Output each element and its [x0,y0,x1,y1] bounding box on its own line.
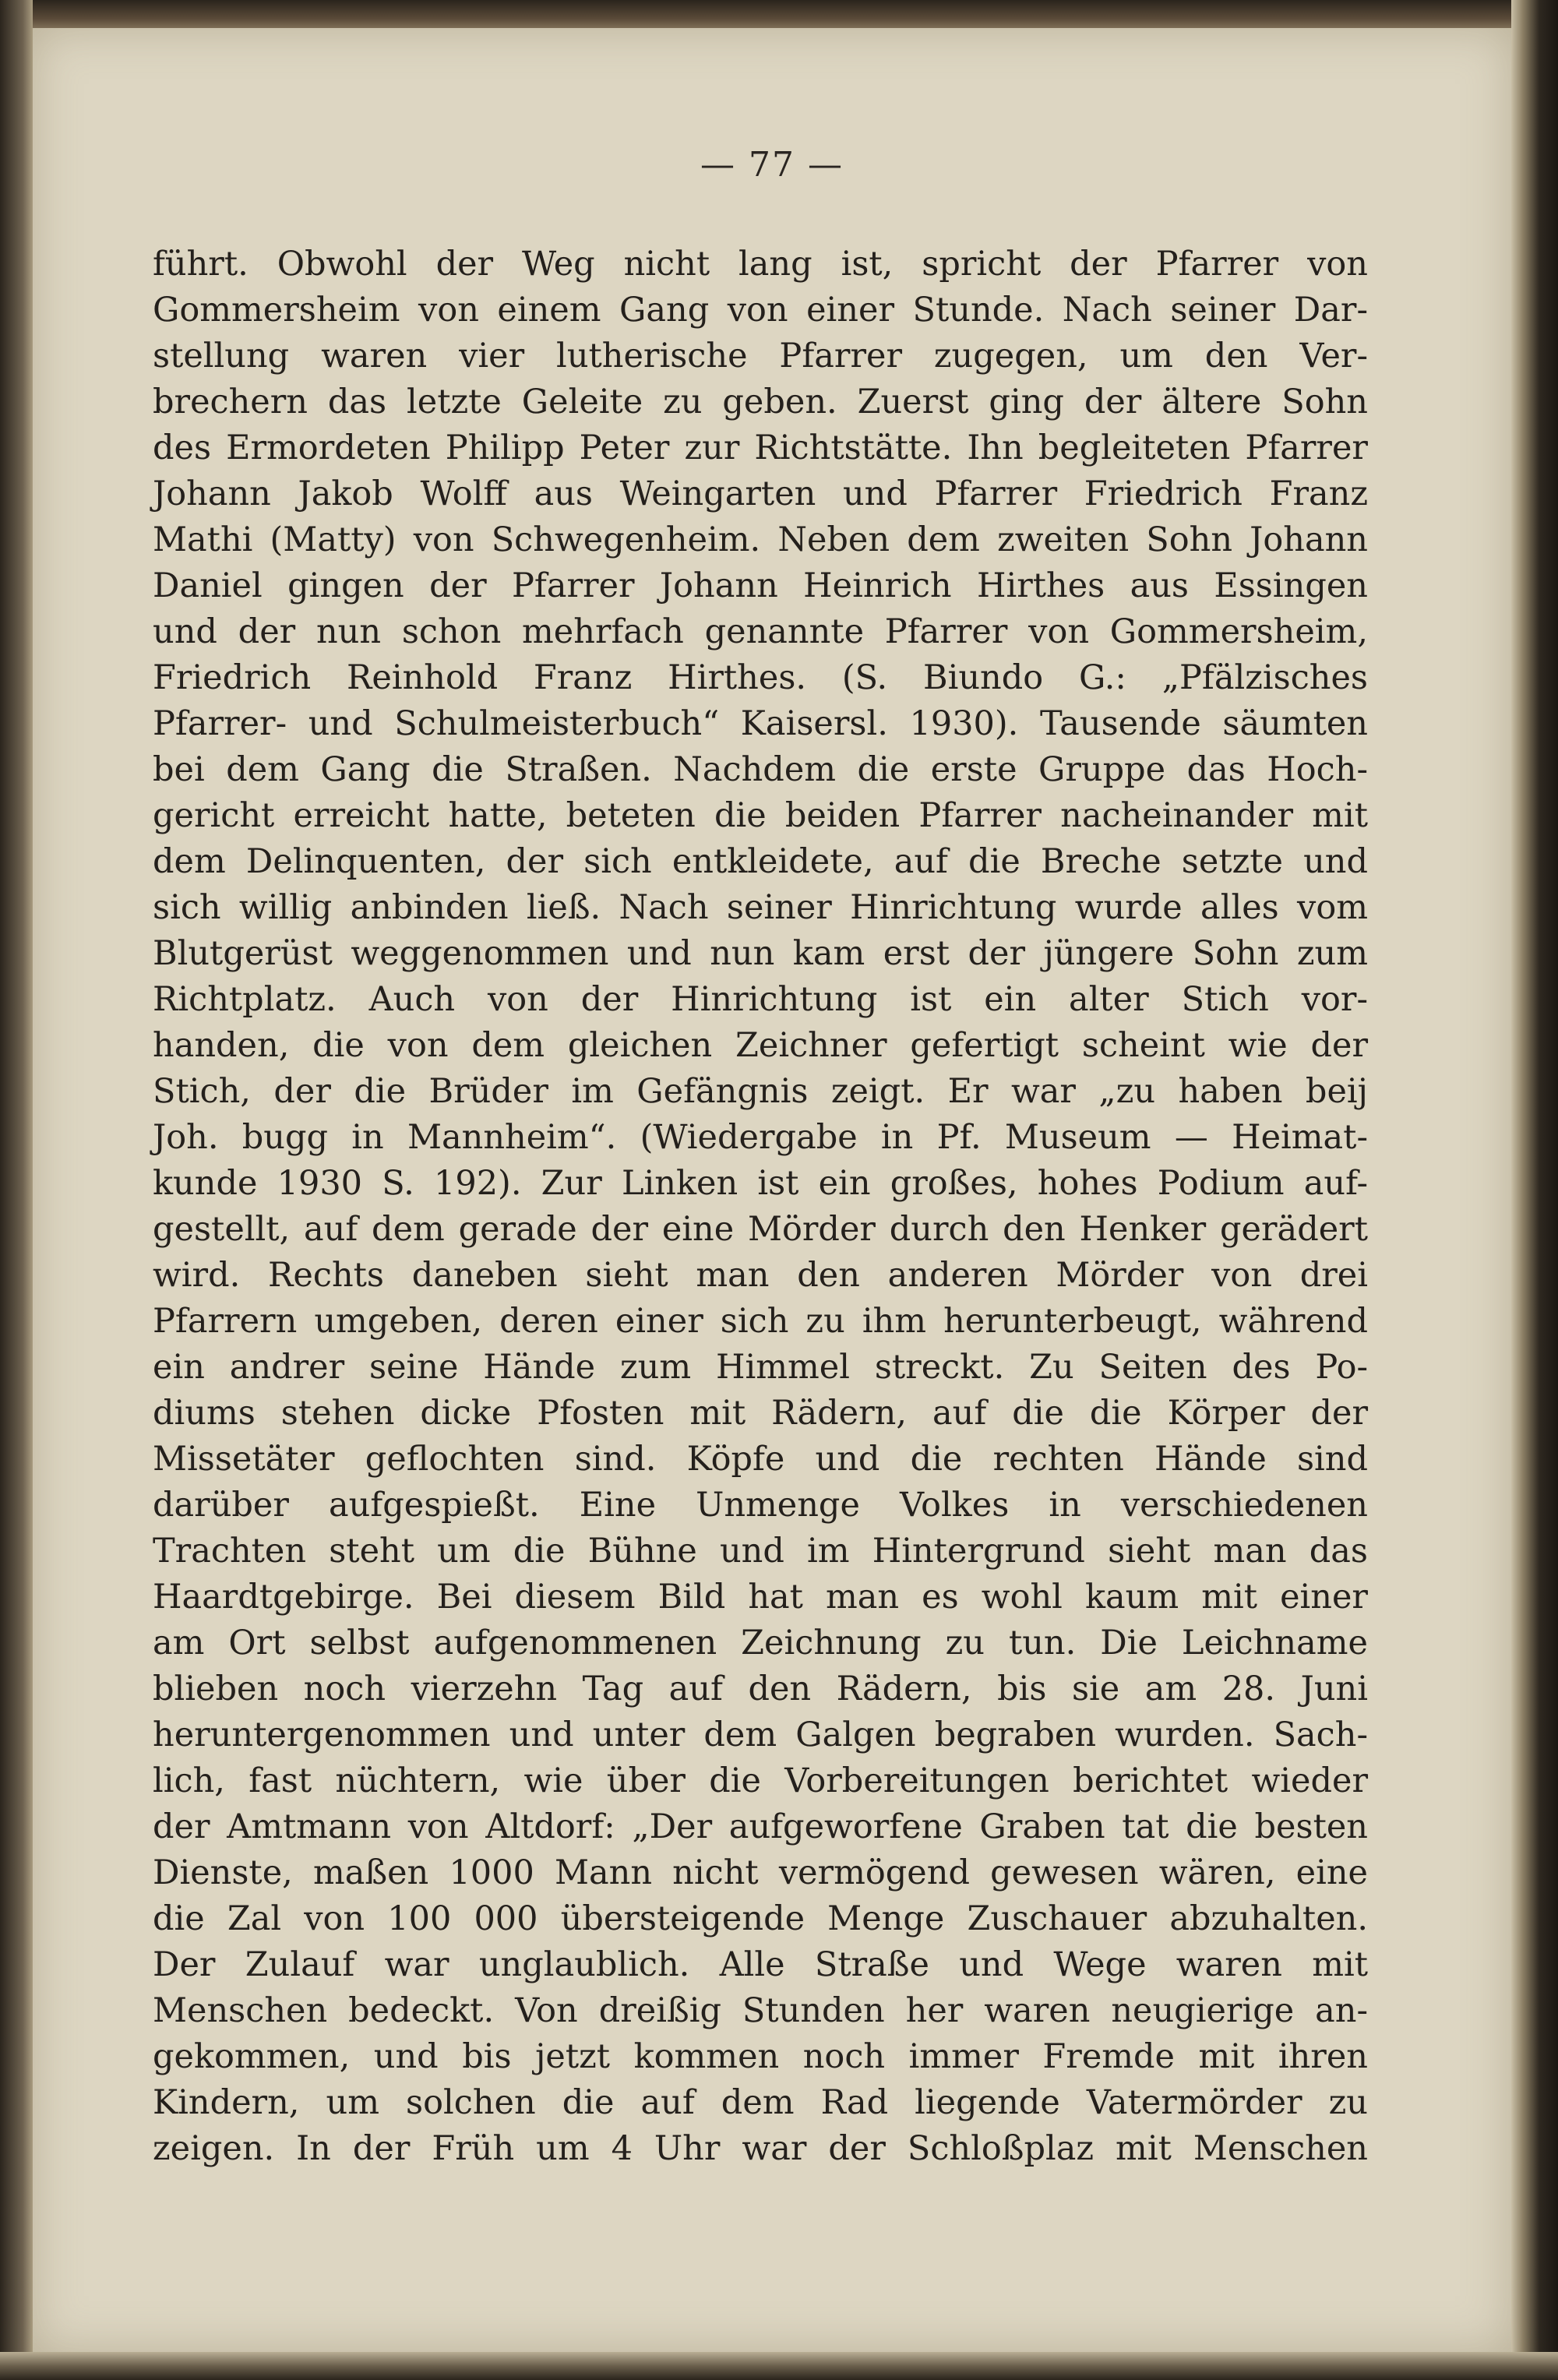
text-line: gekommen, und bis jetzt kommen noch immer Fremde mit ihren [153,2037,1368,2076]
text-line: Menschen bedeckt. Von dreißig Stunden her waren neugierige an- [153,1991,1368,2030]
text-line: Pfarrern umgeben, deren einer sich zu ihm herunterbeugt, während [153,1302,1368,1341]
text-line: Dienste, maßen 1000 Mann nicht vermögend gewesen wären, eine [153,1853,1368,1892]
text-line: am Ort selbst aufgenommenen Zeichnung zu tun. Die Leichname [153,1624,1368,1662]
page-number: — 77 — [700,145,844,185]
text-line: Johann Jakob Wolff aus Weingarten und Pfarrer Friedrich Franz [153,474,1368,513]
text-line: Richtplatz. Auch von der Hinrichtung ist ein alter Stich vor- [153,980,1368,1019]
body-text [153,242,1368,2172]
text-line: darüber aufgespießt. Eine Unmenge Volkes in verschiedenen [153,1486,1368,1525]
text-line: Der Zulauf war unglaublich. Alle Straße und Wege waren mit [153,1945,1368,1984]
text-line: blieben noch vierzehn Tag auf den Rädern, bis sie am 28. Juni [153,1670,1368,1708]
text-line: und der nun schon mehrfach genannte Pfarrer von Gommersheim, [153,612,1368,651]
book-top-edge [0,0,1558,31]
text-line: diums stehen dicke Pfosten mit Rädern, auf die die Körper der [153,1394,1368,1433]
text-line: Daniel gingen der Pfarrer Johann Heinrich Hirthes aus Essingen [153,566,1368,605]
text-line: Haardtgebirge. Bei diesem Bild hat man es wohl kaum mit einer [153,1578,1368,1617]
text-line: brechern das letzte Geleite zu geben. Zuerst ging der ältere Sohn [153,383,1368,421]
text-line: Trachten steht um die Bühne und im Hintergrund sieht man das [153,1532,1368,1571]
text-line: bei dem Gang die Straßen. Nachdem die erste Gruppe das Hoch- [153,750,1368,789]
text-line: führt. Obwohl der Weg nicht lang ist, spricht der Pfarrer von [153,245,1368,284]
text-line: dem Delinquenten, der sich entkleidete, auf die Breche setzte und [153,842,1368,881]
text-line: Blutgerüst weggenommen und nun kam erst der jüngere Sohn zum [153,934,1368,973]
text-line: Stich, der die Brüder im Gefängnis zeigt. Er war „zu haben beij [153,1072,1368,1111]
text-line: zeigen. In der Früh um 4 Uhr war der Schloßplaz mit Menschen [153,2129,1368,2168]
book-spine-edge [1511,0,1558,2380]
text-line: gestellt, auf dem gerade der eine Mörder durch den Henker gerädert [153,1210,1368,1249]
text-line: handen, die von dem gleichen Zeichner gefertigt scheint wie der [153,1026,1368,1065]
text-line: lich, fast nüchtern, wie über die Vorbereitungen berichtet wieder [153,1761,1368,1800]
text-line: sich willig anbinden ließ. Nach seiner Hinrichtung wurde alles vom [153,888,1368,927]
text-line: der Amtmann von Altdorf: „Der aufgeworfene Graben tat die besten [153,1807,1368,1846]
book-left-edge [0,0,33,2380]
text-line: stellung waren vier lutherische Pfarrer zugegen, um den Ver- [153,337,1368,376]
text-line: Pfarrer- und Schulmeisterbuch“ Kaisersl. 1930). Tausende säumten [153,704,1368,743]
text-line: gericht erreicht hatte, beteten die beiden Pfarrer nacheinander mit [153,796,1368,835]
book-page [33,28,1511,2352]
book-bottom-edge [0,2352,1558,2380]
text-line: Friedrich Reinhold Franz Hirthes. (S. Biundo G.: „Pfälzisches [153,658,1368,697]
text-line: Joh. bugg in Mannheim“. (Wiedergabe in Pf. Museum — Heimat- [153,1118,1368,1157]
text-line: Missetäter geflochten sind. Köpfe und die rechten Hände sind [153,1440,1368,1479]
text-line: heruntergenommen und unter dem Galgen begraben wurden. Sach- [153,1715,1368,1754]
text-line: kunde 1930 S. 192). Zur Linken ist ein großes, hohes Podium auf- [153,1164,1368,1203]
text-line: Kindern, um solchen die auf dem Rad liegende Vatermörder zu [153,2083,1368,2122]
text-line: wird. Rechts daneben sieht man den anderen Mörder von drei [153,1256,1368,1295]
text-line: ein andrer seine Hände zum Himmel streckt. Zu Seiten des Po- [153,1348,1368,1387]
text-line: Mathi (Matty) von Schwegenheim. Neben dem zweiten Sohn Johann [153,520,1368,559]
text-line: die Zal von 100 000 übersteigende Menge Zuschauer abzuhalten. [153,1899,1368,1938]
text-line: Gommersheim von einem Gang von einer Stunde. Nach seiner Dar- [153,291,1368,330]
text-line: des Ermordeten Philipp Peter zur Richtstätte. Ihn begleiteten Pfarrer [153,428,1368,467]
